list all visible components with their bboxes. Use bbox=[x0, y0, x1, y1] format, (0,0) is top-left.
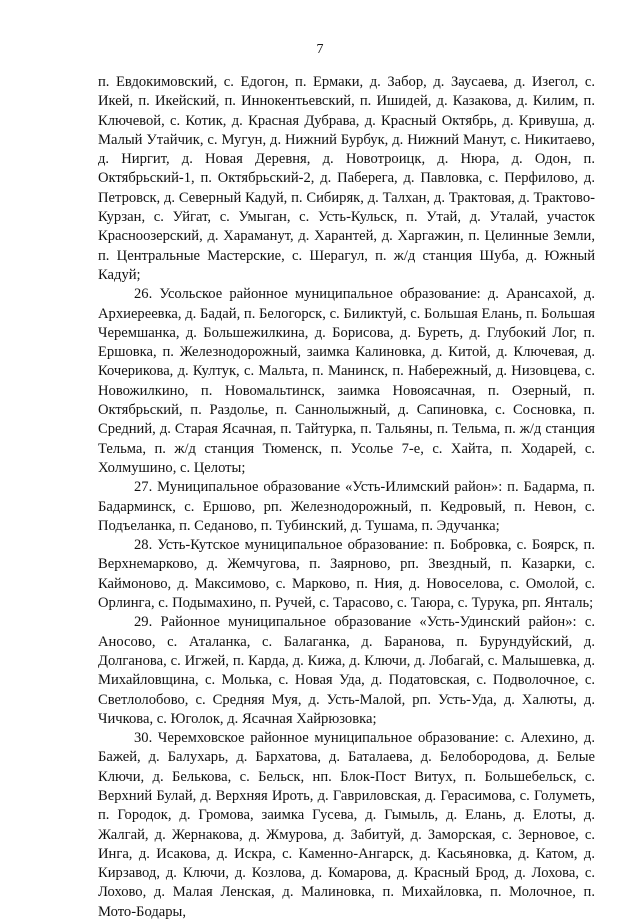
page-number: 7 bbox=[316, 42, 324, 57]
paragraph-item-27: 27. Муниципальное образование «Усть-Илимский район»: п. Бадарма, п. Бадарминск, с. Ершово, рп. Железнодорожный, п. Кедровый, п. Невон, с. Подъеланка, п. Седаново, п. Тубинский, д. Тушама, п. Эдучанка; bbox=[98, 479, 595, 534]
paragraph-item-28: 28. Усть-Кутское муниципальное образование: п. Бобровка, с. Боярск, п. Верхнемарково, д. Жемчугова, п. Заярново, рп. Звездный, п. Казарки, с. Каймоново, д. Максимово, с. Марково, п. Ния, д. Новоселова, с. Омолой, с. Орлинга, с. Подымахино, п. Ручей, с. Тарасово, с. Таюра, с. Турука, рп. Янталь; bbox=[98, 537, 595, 612]
paragraph-item-30: 30. Черемховское районное муниципальное образование: с. Алехино, д. Бажей, д. Балухарь, д. Бархатова, д. Баталаева, д. Белобородова, д. Белые Ключи, д. Белькова, с. Бельск, нп. Блок-Пост Витух, п. Большебельск, с. Верхний Булай, д. Верхняя Ироть, д. Гавриловская, д. Герасимова, с. Голуметь, п. Городок, д. Громова, заимка Гусева, д. Гымыль, д. Елань, д. Елоты, д. Жалгай, д. Жернакова, д. Жмурова, д. Забитуй, д. Заморская, с. Зерновое, с. Инга, д. Исакова, д. Искра, с. Каменно-Ангарск, д. Касьяновка, д. Катом, д. Кирзавод, д. Ключи, д. Козлова, д. Комарова, д. Красный Брод, д. Лохова, с. Лохово, д. Малая Ленская, д. Малиновка, п. Михайловка, п. Молочное, п. Мото-Бодары, bbox=[98, 730, 595, 920]
document-body bbox=[98, 73, 595, 922]
paragraph-item-29: 29. Районное муниципальное образование «Усть-Удинский район»: с. Аносово, с. Аталанка, с. Балаганка, д. Баранова, п. Бурундуйский, д. Долганова, с. Игжей, п. Карда, д. Кижа, д. Ключи, д. Лобагай, с. Малышевка, д. Михайловщина, с. Молька, с. Новая Уда, д. Податовская, с. Подволочное, с. Светлолобово, с. Средняя Муя, д. Усть-Малой, рп. Усть-Уда, д. Халюты, д. Чичкова, с. Юголок, д. Ясачная Хайрюзовка; bbox=[98, 614, 595, 727]
paragraph-continuation: п. Евдокимовский, с. Едогон, п. Ермаки, д. Забор, д. Заусаева, д. Изегол, с. Икей, п. Икейский, п. Иннокентьевский, п. Ишидей, д. Казакова, д. Килим, п. Ключевой, с. Котик, д. Красная Дубрава, д. Красный Октябрь, д. Кривуша, д. Малый Утайчик, с. Мугун, д. Нижний Бурбук, д. Нижний Манут, с. Никитаево, д. Ниргит, д. Новая Деревня, д. Новотроицк, д. Нюра, д. Одон, п. Октябрьский-1, п. Октябрьский-2, д. Паберега, д. Павловка, с. Перфилово, д. Петровск, д. Северный Кадуй, п. Сибиряк, д. Талхан, д. Трактовая, д. Трактово-Курзан, с. Уйгат, с. Умыган, с. Усть-Кульск, п. Утай, д. Уталай, участок Красноозерский, д. Хараманут, д. Харантей, д. Харгажин, п. Целинные Земли, п. Центральные Мастерские, с. Шерагул, п. ж/д станция Шуба, д. Южный Кадуй; bbox=[98, 74, 595, 283]
paragraph-item-26: 26. Усольское районное муниципальное образование: д. Арансахой, д. Архиереевка, д. Бадай, п. Белогорск, с. Биликтуй, с. Большая Елань, п. Большая Черемшанка, д. Большежилкина, д. Борисова, д. Буреть, д. Глубокий Лог, п. Ершовка, п. Железнодорожный, заимка Калиновка, д. Китой, д. Ключевая, д. Кочерикова, д. Култук, с. Мальта, п. Манинск, п. Набережный, д. Низовцева, с. Новожилкино, п. Новомальтинск, заимка Новоясачная, п. Озерный, п. Октябрьский, п. Раздолье, п. Саннолыжный, д. Сапиновка, с. Сосновка, п. Средний, д. Старая Ясачная, п. Тайтурка, п. Тальяны, п. Тельма, п. ж/д станция Тельма, п. ж/д станция Тюменск, п. Усолье 7-е, с. Хайта, п. Ходарей, с. Холмушино, с. Целоты; bbox=[98, 286, 595, 476]
